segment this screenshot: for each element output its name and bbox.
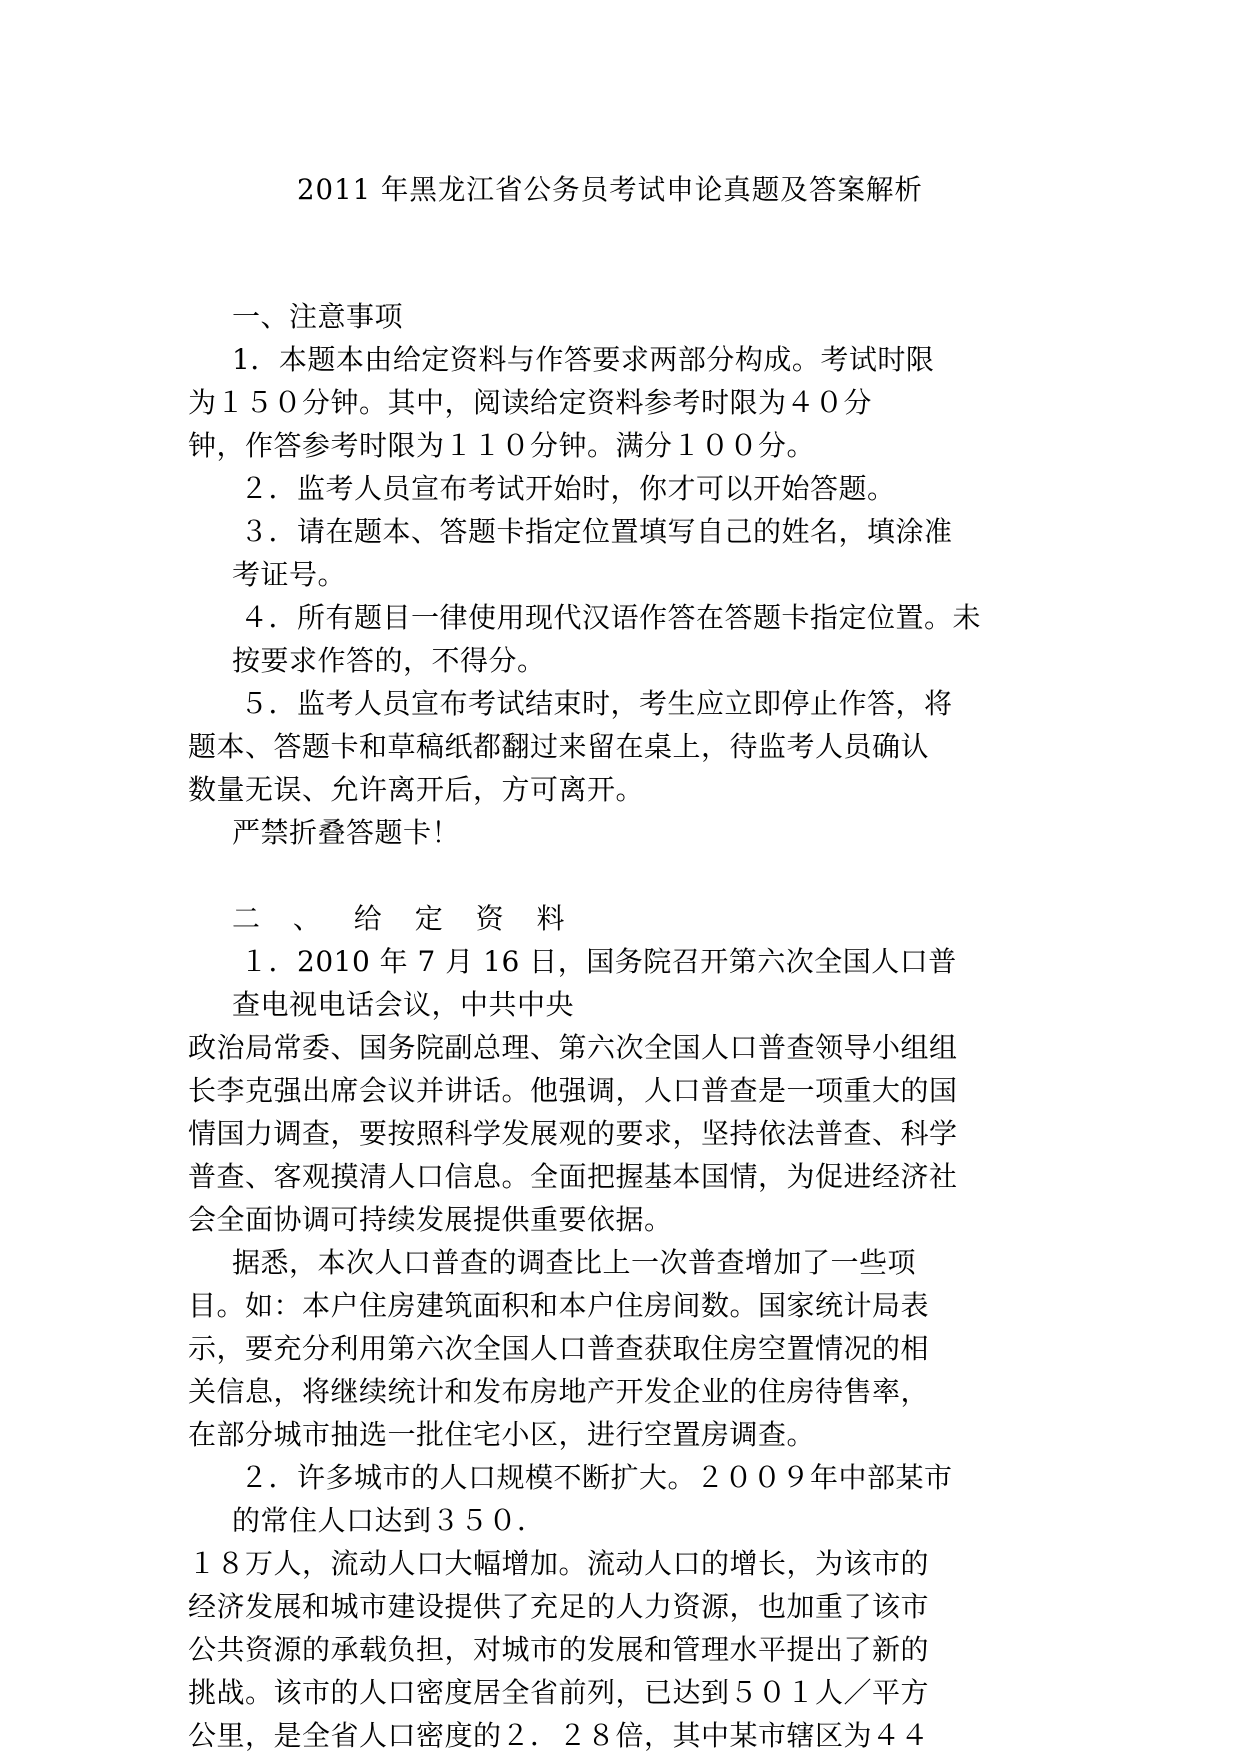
text-line: 查电视电话会议，中共中央	[232, 988, 575, 1021]
text-line: 公里，是全省人口密度的２．２８倍，其中某市辖区为４４	[188, 1719, 930, 1752]
text-line: ４．所有题目一律使用现代汉语作答在答题卡指定位置。未	[240, 601, 982, 634]
text-line: ２．许多城市的人口规模不断扩大。２００９年中部某市	[240, 1461, 953, 1494]
section-heading-notes: 一、注意事项	[232, 300, 404, 333]
text-line: 据悉，本次人口普查的调查比上一次普查增加了一些项	[232, 1246, 917, 1279]
text-line: 普查、客观摸清人口信息。全面把握基本国情，为促进经济社	[188, 1160, 958, 1193]
section-heading-materials: 二 、 给 定 资 料	[232, 902, 577, 935]
text-line: 在部分城市抽选一批住宅小区，进行空置房调查。	[188, 1418, 816, 1451]
text-line: 关信息，将继续统计和发布房地产开发企业的住房待售率，	[188, 1375, 930, 1408]
text-line: 政治局常委、国务院副总理、第六次全国人口普查领导小组组	[188, 1031, 958, 1064]
text-line: 数量无误、允许离开后，方可离开。	[188, 773, 645, 806]
text-line: 按要求作答的，不得分。	[232, 644, 546, 677]
text-line: 的常住人口达到３５０．	[232, 1504, 546, 1537]
text-line: 情国力调查，要按照科学发展观的要求，坚持依法普查、科学	[188, 1117, 958, 1150]
text-line: 经济发展和城市建设提供了充足的人力资源，也加重了该市	[188, 1590, 930, 1623]
document-title: 2011 年黑龙江省公务员考试申论真题及答案解析	[297, 173, 923, 206]
text-line: １．2010 年 7 月 16 日，国务院召开第六次全国人口普	[240, 945, 957, 978]
text-line: 题本、答题卡和草稿纸都翻过来留在桌上，待监考人员确认	[188, 730, 930, 763]
text-line: 公共资源的承载负担，对城市的发展和管理水平提出了新的	[188, 1633, 930, 1666]
text-line: 挑战。该市的人口密度居全省前列，已达到５０１人／平方	[188, 1676, 930, 1709]
text-line: ３．请在题本、答题卡指定位置填写自己的姓名，填涂准	[240, 515, 953, 548]
text-line: 严禁折叠答题卡！	[232, 816, 461, 849]
text-line: 1．本题本由给定资料与作答要求两部分构成。考试时限	[232, 343, 935, 376]
text-line: ２．监考人员宣布考试开始时，你才可以开始答题。	[240, 472, 896, 505]
text-line: 长李克强出席会议并讲话。他强调，人口普查是一项重大的国	[188, 1074, 958, 1107]
text-line: 考证号。	[232, 558, 347, 591]
text-line: 目。如：本户住房建筑面积和本户住房间数。国家统计局表	[188, 1289, 930, 1322]
text-line: １８万人，流动人口大幅增加。流动人口的增长，为该市的	[188, 1547, 930, 1580]
text-line: 会全面协调可持续发展提供重要依据。	[188, 1203, 673, 1236]
text-line: 示，要充分利用第六次全国人口普查获取住房空置情况的相	[188, 1332, 930, 1365]
text-line: 钟，作答参考时限为１１０分钟。满分１００分。	[188, 429, 816, 462]
text-line: ５．监考人员宣布考试结束时，考生应立即停止作答，将	[240, 687, 953, 720]
text-line: 为１５０分钟。其中，阅读给定资料参考时限为４０分	[188, 386, 873, 419]
